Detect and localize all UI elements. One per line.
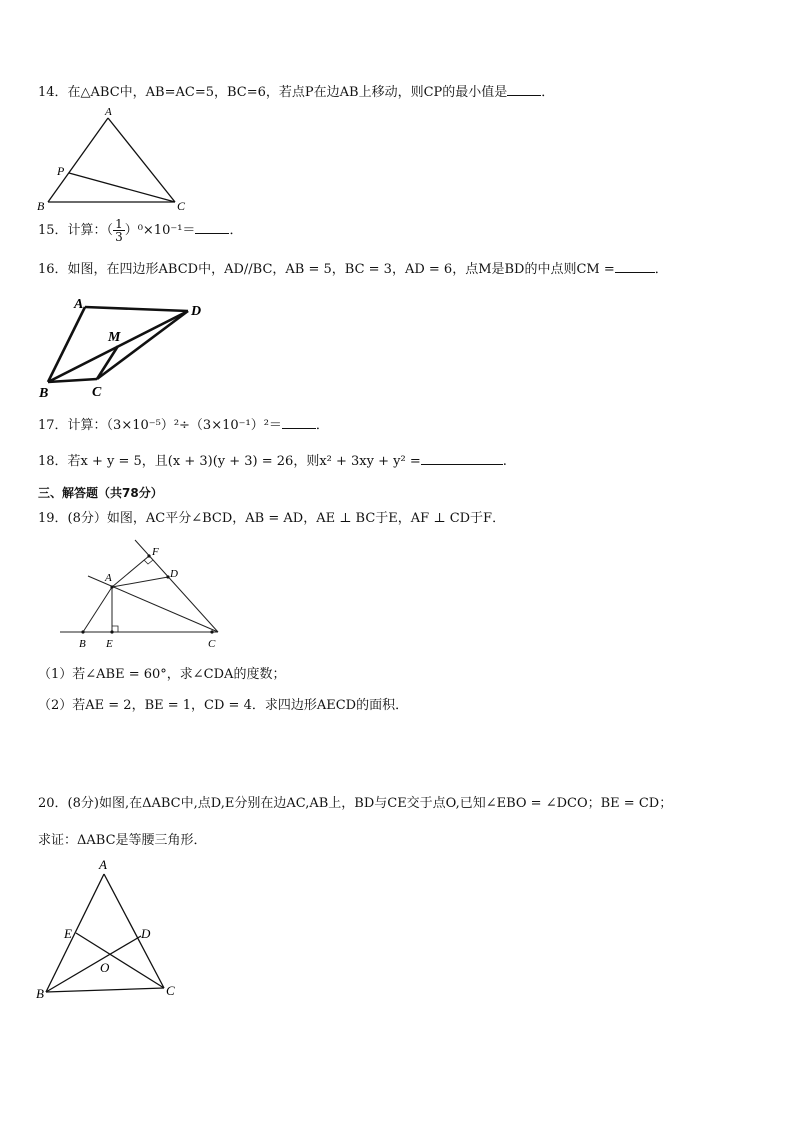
question-text: 如图，在四边形ABCD中，AD//BC，AB = 5，BC = 3，AD = 6，点M是BD的中点则CM = <box>67 262 615 277</box>
question-18 <box>38 452 507 471</box>
question-15 <box>38 216 242 246</box>
question-text: (8分)如图,在ΔABC中,点D,E分别在边AC,AB上，BD与CE交于点O,已知∠EBO = ∠DCO；BE = CD； <box>67 796 673 811</box>
answer-blank[interactable] <box>282 416 316 429</box>
figure-q19 <box>58 536 228 654</box>
label-B: B <box>36 986 44 1001</box>
label-C: C <box>208 638 216 650</box>
label-D: D <box>170 568 178 580</box>
label-A: A <box>105 572 112 584</box>
period: ． <box>654 262 668 277</box>
fraction-numerator: 1 <box>115 217 123 231</box>
question-text: 在△ABC中，AB=AC=5，BC=6，若点P在边AB上移动，则CP的最小值是 <box>67 85 508 100</box>
calc-prefix: 计算：（ <box>67 223 114 238</box>
answer-blank[interactable] <box>507 83 541 96</box>
q19-sub-1: （1）若∠ABE = 60°，求∠CDA的度数； <box>38 667 286 682</box>
period: . <box>502 454 507 469</box>
label-E: E <box>106 638 113 650</box>
label-F: F <box>152 546 159 558</box>
question-19 <box>38 510 505 528</box>
label-A: A <box>105 106 112 118</box>
label-B: B <box>79 638 86 650</box>
section-heading: 三、解答题（共78分） <box>38 486 163 500</box>
answer-blank[interactable] <box>195 221 229 234</box>
period: ． <box>229 223 243 238</box>
figure-q16 <box>36 293 216 403</box>
label-B: B <box>39 386 49 401</box>
label-D: D <box>191 304 202 319</box>
period: ． <box>315 418 329 433</box>
question-16 <box>38 260 668 279</box>
q19-sub-2: （2）若AE = 2，BE = 1，CD = 4．求四边形AECD的面积． <box>38 698 409 713</box>
label-A: A <box>74 297 84 312</box>
question-number: 16． <box>38 262 68 277</box>
label-O: O <box>100 960 110 975</box>
fraction <box>113 218 125 243</box>
question-17 <box>38 416 329 435</box>
question-number: 18． <box>38 454 68 469</box>
question-number: 17． <box>38 418 68 433</box>
answer-blank[interactable] <box>421 452 503 465</box>
label-C: C <box>166 983 175 998</box>
question-text: (8分）如图，AC平分∠BCD，AB = AD，AE ⊥ BC于E，AF ⊥ CD于F． <box>67 511 506 526</box>
label-A: A <box>99 857 107 872</box>
question-text: 计算：（3×10⁻⁵）²÷（3×10⁻¹）²＝ <box>67 418 282 433</box>
figure-q20 <box>34 856 184 1006</box>
label-M: M <box>108 330 121 345</box>
label-E: E <box>64 926 72 941</box>
q20-prove: 求证：ΔABC是等腰三角形． <box>38 833 207 848</box>
question-text: 若x + y = 5，且(x + 3)(y + 3) = 26，则x² + 3xy + y² = <box>67 454 421 469</box>
label-D: D <box>141 926 151 941</box>
figure-q14 <box>30 104 200 216</box>
label-C: C <box>177 199 186 213</box>
label-B: B <box>37 199 45 213</box>
question-number: 20． <box>38 796 68 811</box>
question-number: 15． <box>38 223 68 238</box>
answer-blank[interactable] <box>615 260 655 273</box>
question-number: 14． <box>38 85 68 100</box>
question-number: 19． <box>38 511 68 526</box>
question-14 <box>38 83 554 102</box>
fraction-denominator: 3 <box>115 230 123 244</box>
label-P: P <box>57 164 65 178</box>
calc-suffix: ）⁰×10⁻¹＝ <box>124 223 196 238</box>
period: ． <box>541 85 555 100</box>
label-C: C <box>92 385 102 400</box>
question-20 <box>38 795 672 813</box>
